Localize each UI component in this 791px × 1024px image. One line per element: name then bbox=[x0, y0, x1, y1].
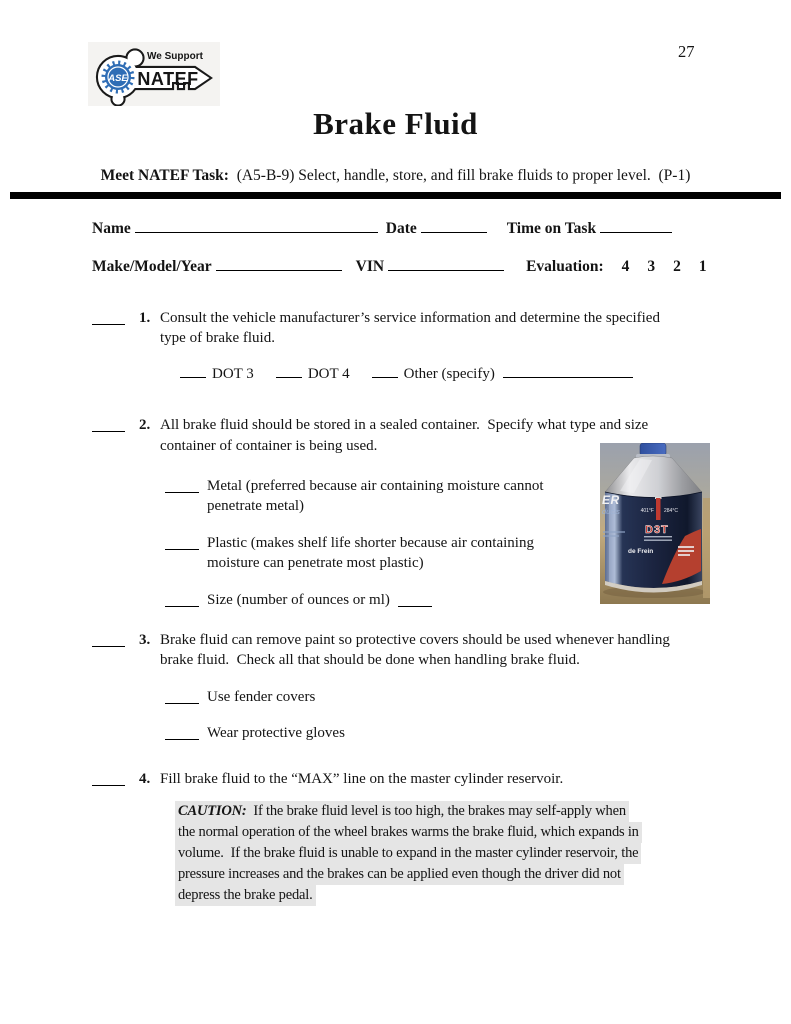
option-other bbox=[372, 364, 633, 384]
french-label-text: de Frein bbox=[628, 548, 654, 555]
plastic-text bbox=[207, 533, 534, 574]
other-label: Other (specify) bbox=[403, 365, 495, 382]
task-item-1 bbox=[92, 308, 732, 384]
size-blank[interactable] bbox=[165, 590, 199, 607]
caution-text: the normal operation of the wheel brakes warms the brake fluid, which expands in bbox=[178, 823, 639, 840]
dot3-logo-text: D3T bbox=[645, 524, 669, 536]
evaluation-score-2[interactable]: 2 bbox=[673, 258, 681, 275]
task-item-4 bbox=[92, 769, 732, 905]
table-edge bbox=[703, 498, 710, 598]
fender-covers-line: Use fender covers bbox=[207, 688, 316, 705]
item-1-body bbox=[160, 308, 660, 384]
item-3-text: Brake fluid can remove paint so protective covers should be used whenever handling bbox=[160, 631, 670, 648]
task-text: (A5-B-9) Select, handle, store, and fill brake fluids to proper level. (P-1) bbox=[228, 167, 691, 184]
plastic-blank[interactable] bbox=[165, 533, 199, 550]
item-3-text: brake fluid. Check all that should be done when handling brake fluid. bbox=[160, 652, 580, 669]
caution-note bbox=[175, 801, 642, 906]
natef-logo bbox=[88, 42, 220, 106]
evaluation-label: Evaluation: bbox=[526, 258, 604, 275]
caution-line bbox=[175, 822, 642, 843]
can-brand-text: ER bbox=[602, 493, 620, 507]
item-4-number: 4. bbox=[139, 771, 151, 788]
name-label: Name bbox=[92, 220, 131, 237]
item-3-sub-gloves bbox=[165, 723, 670, 743]
size-value-blank[interactable] bbox=[398, 590, 432, 607]
logo-natef-text: NATEF bbox=[137, 69, 199, 89]
task-label: Meet NATEF Task: bbox=[100, 167, 229, 184]
item-2-sub-plastic bbox=[165, 533, 648, 574]
caution-line bbox=[175, 885, 316, 906]
item-2-text: All brake fluid should be stored in a sealed container. Specify what type and size bbox=[160, 417, 649, 434]
item-1-score-blank[interactable] bbox=[92, 308, 125, 325]
task-item-list bbox=[92, 308, 732, 906]
red-panel-text-line bbox=[678, 550, 694, 552]
label-fine-print bbox=[644, 536, 672, 537]
option-dot3 bbox=[180, 364, 254, 384]
natef-task-line bbox=[0, 167, 791, 185]
temp-f-text: 401°F bbox=[640, 508, 654, 514]
make-model-year-blank[interactable] bbox=[216, 257, 342, 271]
can-brand-sub-text: ducts bbox=[602, 507, 620, 516]
metal-line: Metal (preferred because air containing moisture cannot bbox=[207, 477, 544, 494]
item-4-text: Fill brake fluid to the “MAX” line on the master cylinder reservoir. bbox=[160, 771, 564, 788]
label-fine-print bbox=[644, 540, 672, 541]
caution-text: volume. If the brake fluid is unable to expand in the master cylinder reservoir, the bbox=[178, 844, 639, 861]
item-2-sub-metal bbox=[165, 476, 648, 517]
dot4-label: DOT 4 bbox=[307, 365, 350, 382]
label-fine-print bbox=[603, 535, 619, 537]
metal-line: penetrate metal) bbox=[207, 498, 305, 515]
caution-text: pressure increases and the brakes can be applied even though the driver did not bbox=[178, 865, 621, 882]
thermometer-icon bbox=[656, 498, 661, 520]
red-panel-text-line bbox=[678, 554, 690, 556]
caution-text: depress the brake pedal. bbox=[178, 886, 313, 903]
item-3-sub-fender-covers bbox=[165, 687, 670, 707]
header-form bbox=[92, 219, 707, 279]
item-2-sub-size bbox=[165, 590, 648, 610]
fender-covers-blank[interactable] bbox=[165, 687, 199, 704]
item-2-score-blank[interactable] bbox=[92, 415, 125, 432]
evaluation-score-4[interactable]: 4 bbox=[621, 258, 630, 275]
red-panel-text-line bbox=[678, 546, 694, 548]
item-4-body bbox=[160, 769, 642, 905]
page-number: 27 bbox=[678, 42, 695, 61]
item-1-options bbox=[180, 364, 660, 384]
page-title: Brake Fluid bbox=[313, 106, 478, 141]
size-text bbox=[207, 590, 390, 610]
task-item-3 bbox=[92, 630, 732, 744]
plastic-line: moisture can penetrate most plastic) bbox=[207, 555, 424, 572]
dot4-blank[interactable] bbox=[276, 364, 302, 378]
time-on-task-label: Time on Task bbox=[506, 220, 597, 237]
temp-c-text: 284°C bbox=[664, 508, 678, 514]
option-dot4 bbox=[276, 364, 350, 384]
logo-we-support-text: We Support bbox=[147, 51, 203, 62]
caution-text: If the brake fluid level is too high, the brakes may self-apply when bbox=[246, 802, 626, 819]
divider-rule bbox=[10, 192, 781, 199]
other-blank[interactable] bbox=[372, 364, 398, 378]
item-3-score-blank[interactable] bbox=[92, 630, 125, 647]
gloves-blank[interactable] bbox=[165, 723, 199, 740]
fender-covers-text bbox=[207, 687, 315, 707]
brake-fluid-can-photo bbox=[600, 443, 710, 604]
plastic-line: Plastic (makes shelf life shorter because air containing bbox=[207, 534, 534, 551]
caution-line bbox=[175, 864, 624, 885]
label-fine-print bbox=[603, 531, 625, 533]
item-4-score-blank[interactable] bbox=[92, 769, 125, 786]
time-on-task-blank[interactable] bbox=[600, 219, 672, 233]
dot3-label: DOT 3 bbox=[212, 365, 254, 382]
item-3-body bbox=[160, 630, 670, 744]
date-blank[interactable] bbox=[421, 219, 487, 233]
caution-line bbox=[175, 843, 641, 864]
name-blank[interactable] bbox=[135, 219, 378, 233]
evaluation-score-1[interactable]: 1 bbox=[698, 258, 707, 275]
date-label: Date bbox=[385, 220, 417, 237]
metal-text bbox=[207, 476, 544, 517]
form-row-1 bbox=[92, 219, 704, 241]
caution-line bbox=[175, 801, 629, 822]
item-2-number: 2. bbox=[139, 417, 151, 434]
item-1-number: 1. bbox=[139, 310, 151, 326]
caution-label: CAUTION: bbox=[178, 802, 247, 819]
make-model-year-label: Make/Model/Year bbox=[92, 258, 212, 275]
metal-blank[interactable] bbox=[165, 476, 199, 493]
item-3-number: 3. bbox=[139, 631, 151, 648]
item-2-text: container of container is being used. bbox=[160, 437, 378, 454]
vin-blank[interactable] bbox=[388, 257, 504, 271]
ase-text: ASE bbox=[108, 73, 128, 84]
form-row-2 bbox=[92, 257, 707, 279]
vin-label: VIN bbox=[355, 258, 385, 275]
dot3-blank[interactable] bbox=[180, 364, 206, 378]
size-line: Size (number of ounces or ml) bbox=[207, 591, 390, 608]
other-specify-blank[interactable] bbox=[503, 364, 633, 378]
evaluation-score-3[interactable]: 3 bbox=[647, 258, 656, 275]
item-1-text: Consult the vehicle manufacturer’s service information and determine the specified bbox=[160, 310, 660, 326]
item-1-text: type of brake fluid. bbox=[160, 330, 275, 347]
gloves-line: Wear protective gloves bbox=[207, 725, 345, 742]
item-2-body bbox=[160, 415, 648, 610]
gloves-text bbox=[207, 723, 345, 743]
